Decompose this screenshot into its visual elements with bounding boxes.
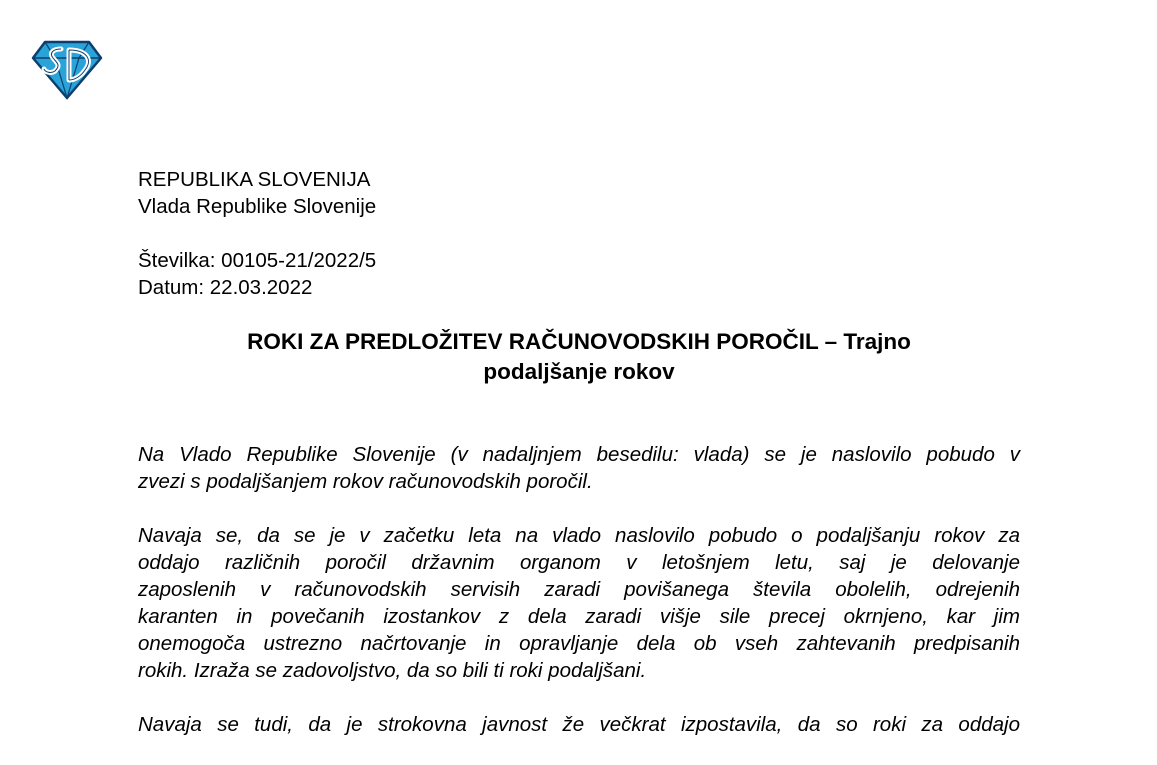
text-line: onemogoča ustrezno načrtovanje in opravljanje dela ob vseh zahtevanih predpisanih (138, 632, 1020, 655)
text-line: karanten in povečanih izostankov z dela zaradi višje sile precej okrnjeno, kar jim (138, 605, 1020, 628)
document-header (138, 166, 376, 301)
document-date: Datum: 22.03.2022 (138, 276, 313, 299)
text-line: zvezi s podaljšanjem rokov računovodskih poročil. (138, 470, 593, 493)
paragraph-3 (138, 711, 1020, 738)
title-line-1: ROKI ZA PREDLOŽITEV RAČUNOVODSKIH POROČIL – Trajno (247, 329, 911, 354)
text-line: oddajo različnih poročil državnim organom v letošnjem letu, saj je delovanje (138, 551, 1020, 574)
government-name: Vlada Republike Slovenije (138, 195, 377, 218)
text-line: Navaja se, da se je v začetku leta na vlado naslovilo pobudo o podaljšanju rokov za (138, 524, 1020, 547)
sd-diamond-logo-icon (31, 40, 103, 100)
title-line-2: podaljšanje rokov (483, 359, 675, 384)
text-line: rokih. Izraža se zadovoljstvo, da so bili ti roki podaljšani. (138, 659, 647, 682)
country-name: REPUBLIKA SLOVENIJA (138, 168, 371, 191)
paragraph-1 (138, 441, 1020, 495)
sd-logo (31, 40, 103, 100)
document-number: Številka: 00105-21/2022/5 (138, 249, 377, 272)
text-line: Na Vlado Republike Slovenije (v nadaljnjem besedilu: vlada) se je naslovilo pobudo v (138, 443, 1020, 466)
text-line: Navaja se tudi, da je strokovna javnost že večkrat izpostavila, da so roki za oddajo (138, 713, 1020, 736)
document-body (138, 441, 1020, 765)
text-line: zaposlenih v računovodskih servisih zaradi povišanega števila obolelih, odrejenih (138, 578, 1020, 601)
paragraph-2 (138, 522, 1020, 684)
document-title (138, 327, 1020, 387)
